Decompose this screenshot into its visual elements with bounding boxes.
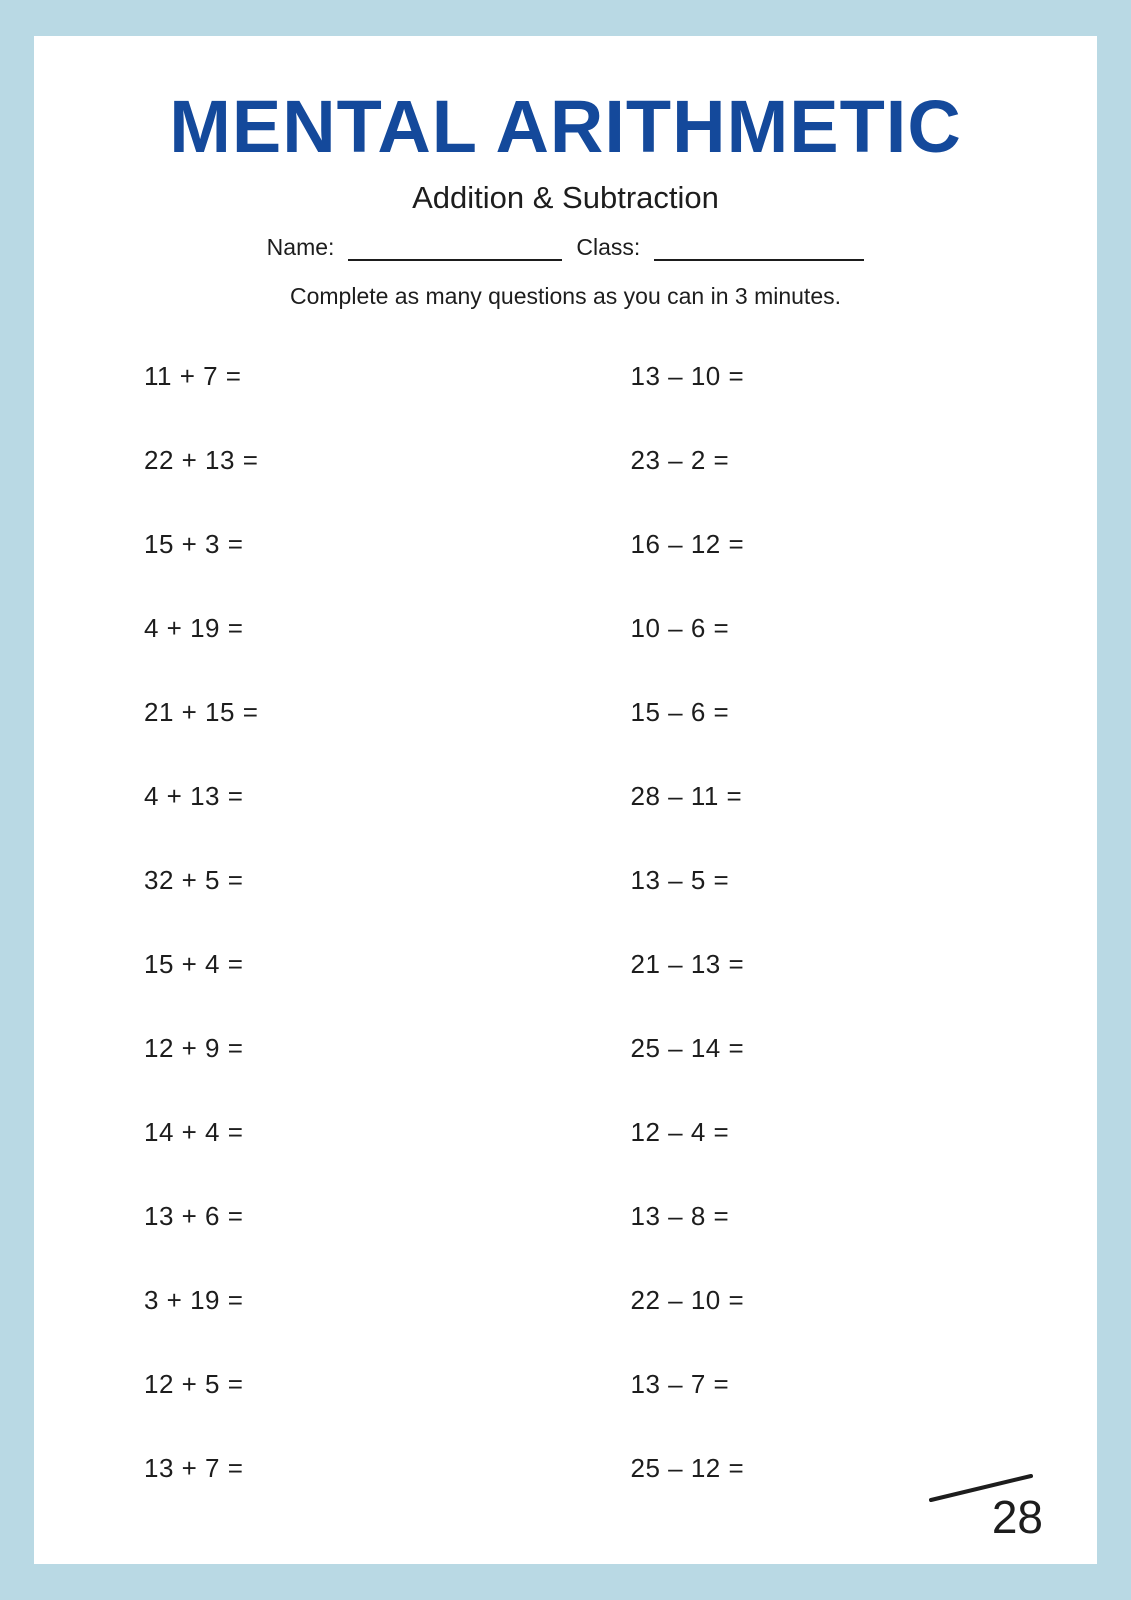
question-item: 21 + 15 = xyxy=(144,697,259,727)
page-title: MENTAL ARITHMETIC xyxy=(169,85,962,168)
question-item: 13 – 5 = xyxy=(630,865,730,895)
name-input-line[interactable] xyxy=(348,241,562,261)
question-item: 12 + 9 = xyxy=(144,1033,244,1063)
question-item: 13 – 10 = xyxy=(630,361,745,391)
question-item: 13 + 7 = xyxy=(144,1453,244,1483)
question-item: 22 – 10 = xyxy=(630,1285,745,1315)
question-item: 12 + 5 = xyxy=(144,1369,244,1399)
question-item: 16 – 12 = xyxy=(630,529,745,559)
worksheet-sheet xyxy=(34,36,1097,1564)
question-item: 12 – 4 = xyxy=(630,1117,730,1147)
question-item: 22 + 13 = xyxy=(144,445,259,475)
question-item: 15 + 4 = xyxy=(144,949,244,979)
page-number: 28 xyxy=(991,1491,1043,1543)
question-item: 10 – 6 = xyxy=(630,613,730,643)
question-item: 15 – 6 = xyxy=(630,697,730,727)
question-item: 21 – 13 = xyxy=(630,949,745,979)
question-item: 13 – 7 = xyxy=(630,1369,730,1399)
addition-column xyxy=(144,334,573,1510)
class-label: Class: xyxy=(576,234,641,260)
question-item: 4 + 19 = xyxy=(144,613,244,643)
question-item: 28 – 11 = xyxy=(630,781,743,811)
question-item: 25 – 14 = xyxy=(630,1033,745,1063)
question-item: 32 + 5 = xyxy=(144,865,244,895)
question-item: 11 + 7 = xyxy=(144,361,242,391)
question-item: 3 + 19 = xyxy=(144,1285,244,1315)
question-item: 14 + 4 = xyxy=(144,1117,244,1147)
question-item: 13 – 8 = xyxy=(630,1201,730,1231)
question-item: 13 + 6 = xyxy=(144,1201,244,1231)
question-item: 23 – 2 = xyxy=(630,445,730,475)
class-input-line[interactable] xyxy=(654,241,864,261)
question-item: 4 + 13 = xyxy=(144,781,244,811)
page-number-mark xyxy=(929,1444,1049,1543)
question-item: 15 + 3 = xyxy=(144,529,244,559)
page-subtitle: Addition & Subtraction xyxy=(412,180,719,215)
instruction-text: Complete as many questions as you can in 3 minutes. xyxy=(289,283,841,309)
name-label: Name: xyxy=(266,234,335,260)
subtraction-column xyxy=(573,334,1002,1510)
student-info-row xyxy=(94,234,1037,261)
questions-area xyxy=(94,334,1037,1510)
question-item: 25 – 12 = xyxy=(630,1453,745,1483)
